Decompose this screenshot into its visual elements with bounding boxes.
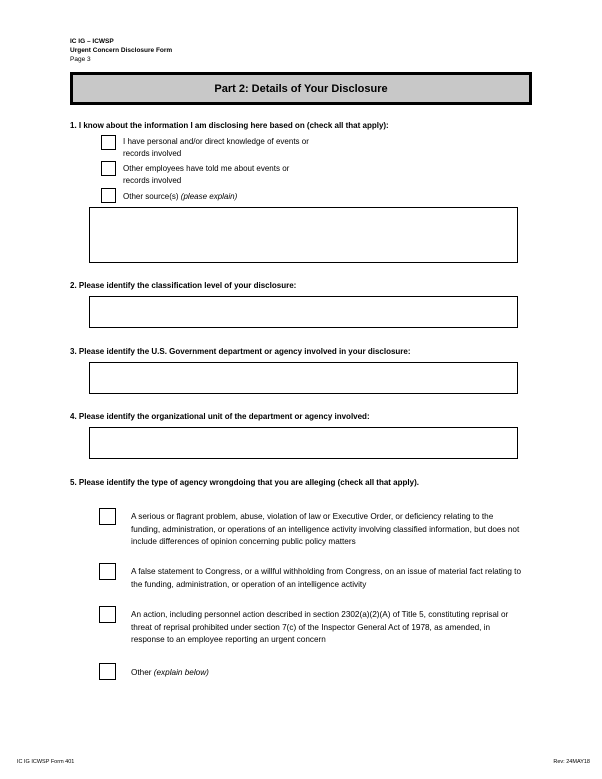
question-2-label: 2. Please identify the classification level of your disclosure: bbox=[70, 281, 297, 290]
q5-reprisal-label: An action, including personnel action described in section 2302(a)(2)(A) of Title 5, constituting reprisal or threat of reprisal prohibited under section 7(c) of the Inspector General Act of 1978, as amended, in response to an employee reporting an urgent concern bbox=[131, 610, 509, 644]
q1-personal-knowledge-checkbox[interactable] bbox=[101, 135, 116, 150]
section-banner bbox=[70, 72, 532, 105]
q5-false-statement-label: A false statement to Congress, or a willful withholding from Congress, on an issue of material fact relating to the funding, administration, or operation of an intelligence activity bbox=[131, 567, 522, 589]
q5-false-statement-checkbox[interactable] bbox=[99, 563, 116, 580]
q5-reprisal-checkbox[interactable] bbox=[99, 606, 116, 623]
question-1-label: 1. I know about the information I am disclosing here based on (check all that apply): bbox=[70, 121, 389, 130]
q1-other-employees-checkbox[interactable] bbox=[101, 161, 116, 176]
q5-other-checkbox[interactable] bbox=[99, 663, 116, 680]
question-5-label: 5. Please identify the type of agency wrongdoing that you are alleging (check all that apply). bbox=[70, 478, 419, 487]
q5-serious-problem-checkbox[interactable] bbox=[99, 508, 116, 525]
footer-form-id: IC IG ICWSP Form 401 bbox=[17, 759, 75, 765]
q4-org-unit-field[interactable] bbox=[89, 427, 518, 459]
question-4-label: 4. Please identify the organizational unit of the department or agency involved: bbox=[70, 412, 370, 421]
q1-other-employees-label: Other employees have told me about events or records involved bbox=[123, 164, 290, 185]
q1-explain-textarea[interactable] bbox=[89, 207, 518, 263]
section-title: Part 2: Details of Your Disclosure bbox=[214, 82, 388, 95]
q1-other-sources-checkbox[interactable] bbox=[101, 188, 116, 203]
footer-revision: Rev: 24MAY18 bbox=[553, 759, 590, 765]
q1-personal-knowledge-label: I have personal and/or direct knowledge of events or records involved bbox=[123, 137, 309, 158]
question-3-label: 3. Please identify the U.S. Government department or agency involved in your disclosure: bbox=[70, 347, 411, 356]
q3-agency-field[interactable] bbox=[89, 362, 518, 394]
q2-classification-field[interactable] bbox=[89, 296, 518, 328]
page-number: Page 3 bbox=[70, 56, 91, 63]
q1-other-sources-label: Other source(s) (please explain) bbox=[123, 192, 238, 201]
form-header-title: IC IG – ICWSP bbox=[70, 38, 114, 45]
q5-other-label: Other (explain below) bbox=[131, 668, 209, 677]
q5-serious-problem-label: A serious or flagrant problem, abuse, violation of law or Executive Order, or deficiency relating to the funding, administration, or operations of an intelligence activity involving classified information, but does not include differences of opinion concerning public policy matters bbox=[131, 512, 520, 546]
form-header-subtitle: Urgent Concern Disclosure Form bbox=[70, 47, 173, 54]
